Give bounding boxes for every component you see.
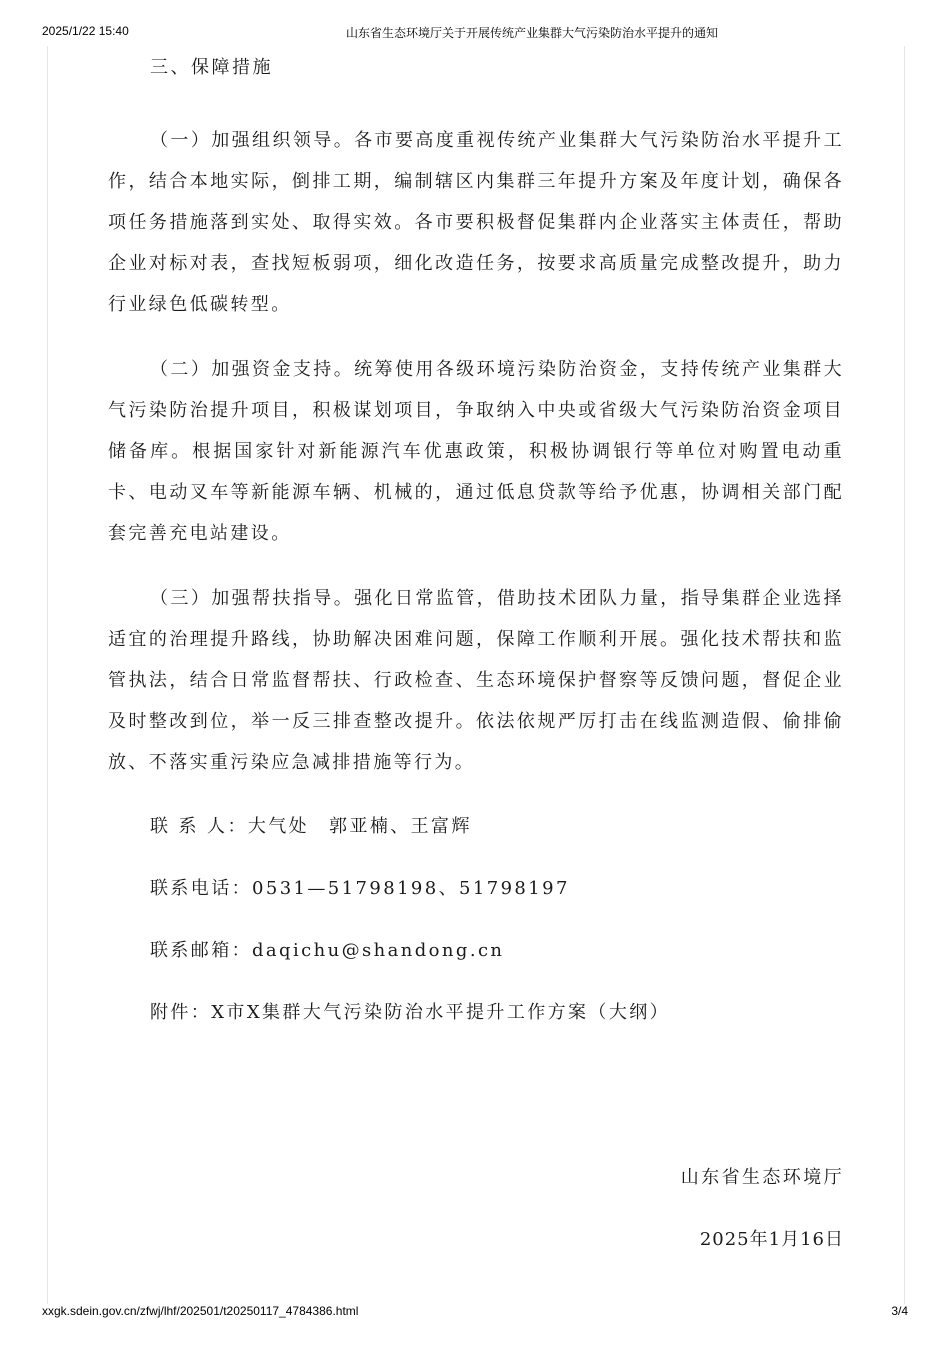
contact-email-value: daqichu@shandong.cn (252, 940, 505, 961)
contact-person-label: 联 系 人： (150, 816, 248, 837)
contact-email-label: 联系邮箱： (150, 940, 252, 961)
paragraph-organization-leadership: （一）加强组织领导。各市要高度重视传统产业集群大气污染防治水平提升工作，结合本地实际，倒排工期，编制辖区内集群三年提升方案及年度计划，确保各项任务措施落到实处、取得实效。各市要积极督促集群内企业落实主体责任，帮助企业对标对表，查找短板弱项，细化改造任务，按要求高质量完成整改提升，助力行业绿色低碳转型。 (108, 130, 844, 315)
print-header-title: 山东省生态环境厅关于开展传统产业集群大气污染防治水平提升的通知 (346, 26, 719, 40)
paragraph-assistance-guidance: （三）加强帮扶指导。强化日常监管，借助技术团队力量，指导集群企业选择适宜的治理提升路线，协助解决困难问题，保障工作顺利开展。强化技术帮扶和监管执法，结合日常监督帮扶、行政检查、生态环境保护督察等反馈问题，督促企业及时整改到位，举一反三排查整改提升。依法依规严厉打击在线监测造假、偷排偷放、不落实重污染应急减排措施等行为。 (108, 588, 844, 773)
print-footer-page-number: 3/4 (891, 1304, 908, 1318)
print-header-datetime: 2025/1/22 15:40 (42, 24, 129, 38)
paragraph-funding-support: （二）加强资金支持。统筹使用各级环境污染防治资金，支持传统产业集群大气污染防治提升项目，积极谋划项目，争取纳入中央或省级大气污染防治资金项目储备库。根据国家针对新能源汽车优惠政策，积极协调银行等单位对购置电动重卡、电动叉车等新能源车辆、机械的，通过低息贷款等给予优惠，协调相关部门配套完善充电站建设。 (108, 359, 844, 544)
attachment-line (108, 999, 844, 1027)
contact-person-line (108, 813, 844, 841)
signature-organization: 山东省生态环境厅 (680, 1167, 844, 1188)
attachment-title: X市X集群大气污染防治水平提升工作方案（大纲） (211, 1002, 671, 1023)
contact-email-line (108, 937, 844, 965)
section-heading: 三、保障措施 (150, 57, 273, 78)
document-body (108, 54, 844, 1027)
attachment-label: 附件： (150, 1002, 212, 1023)
page-frame-right-rule (904, 46, 905, 1304)
contact-person-dept: 大气处 (247, 816, 310, 837)
print-footer-url: xxgk.sdein.gov.cn/zfwj/lhf/202501/t20250117_4784386.html (42, 1304, 359, 1318)
page-frame-left-rule (47, 46, 48, 1304)
contact-phone-line (108, 875, 844, 903)
signature-date: 2025年1月16日 (699, 1229, 844, 1250)
contact-phone-label: 联系电话： (150, 878, 252, 899)
contact-phone-value: 0531—51798198、51798197 (252, 878, 570, 899)
contact-person-names: 郭亚楠、王富辉 (329, 816, 472, 837)
